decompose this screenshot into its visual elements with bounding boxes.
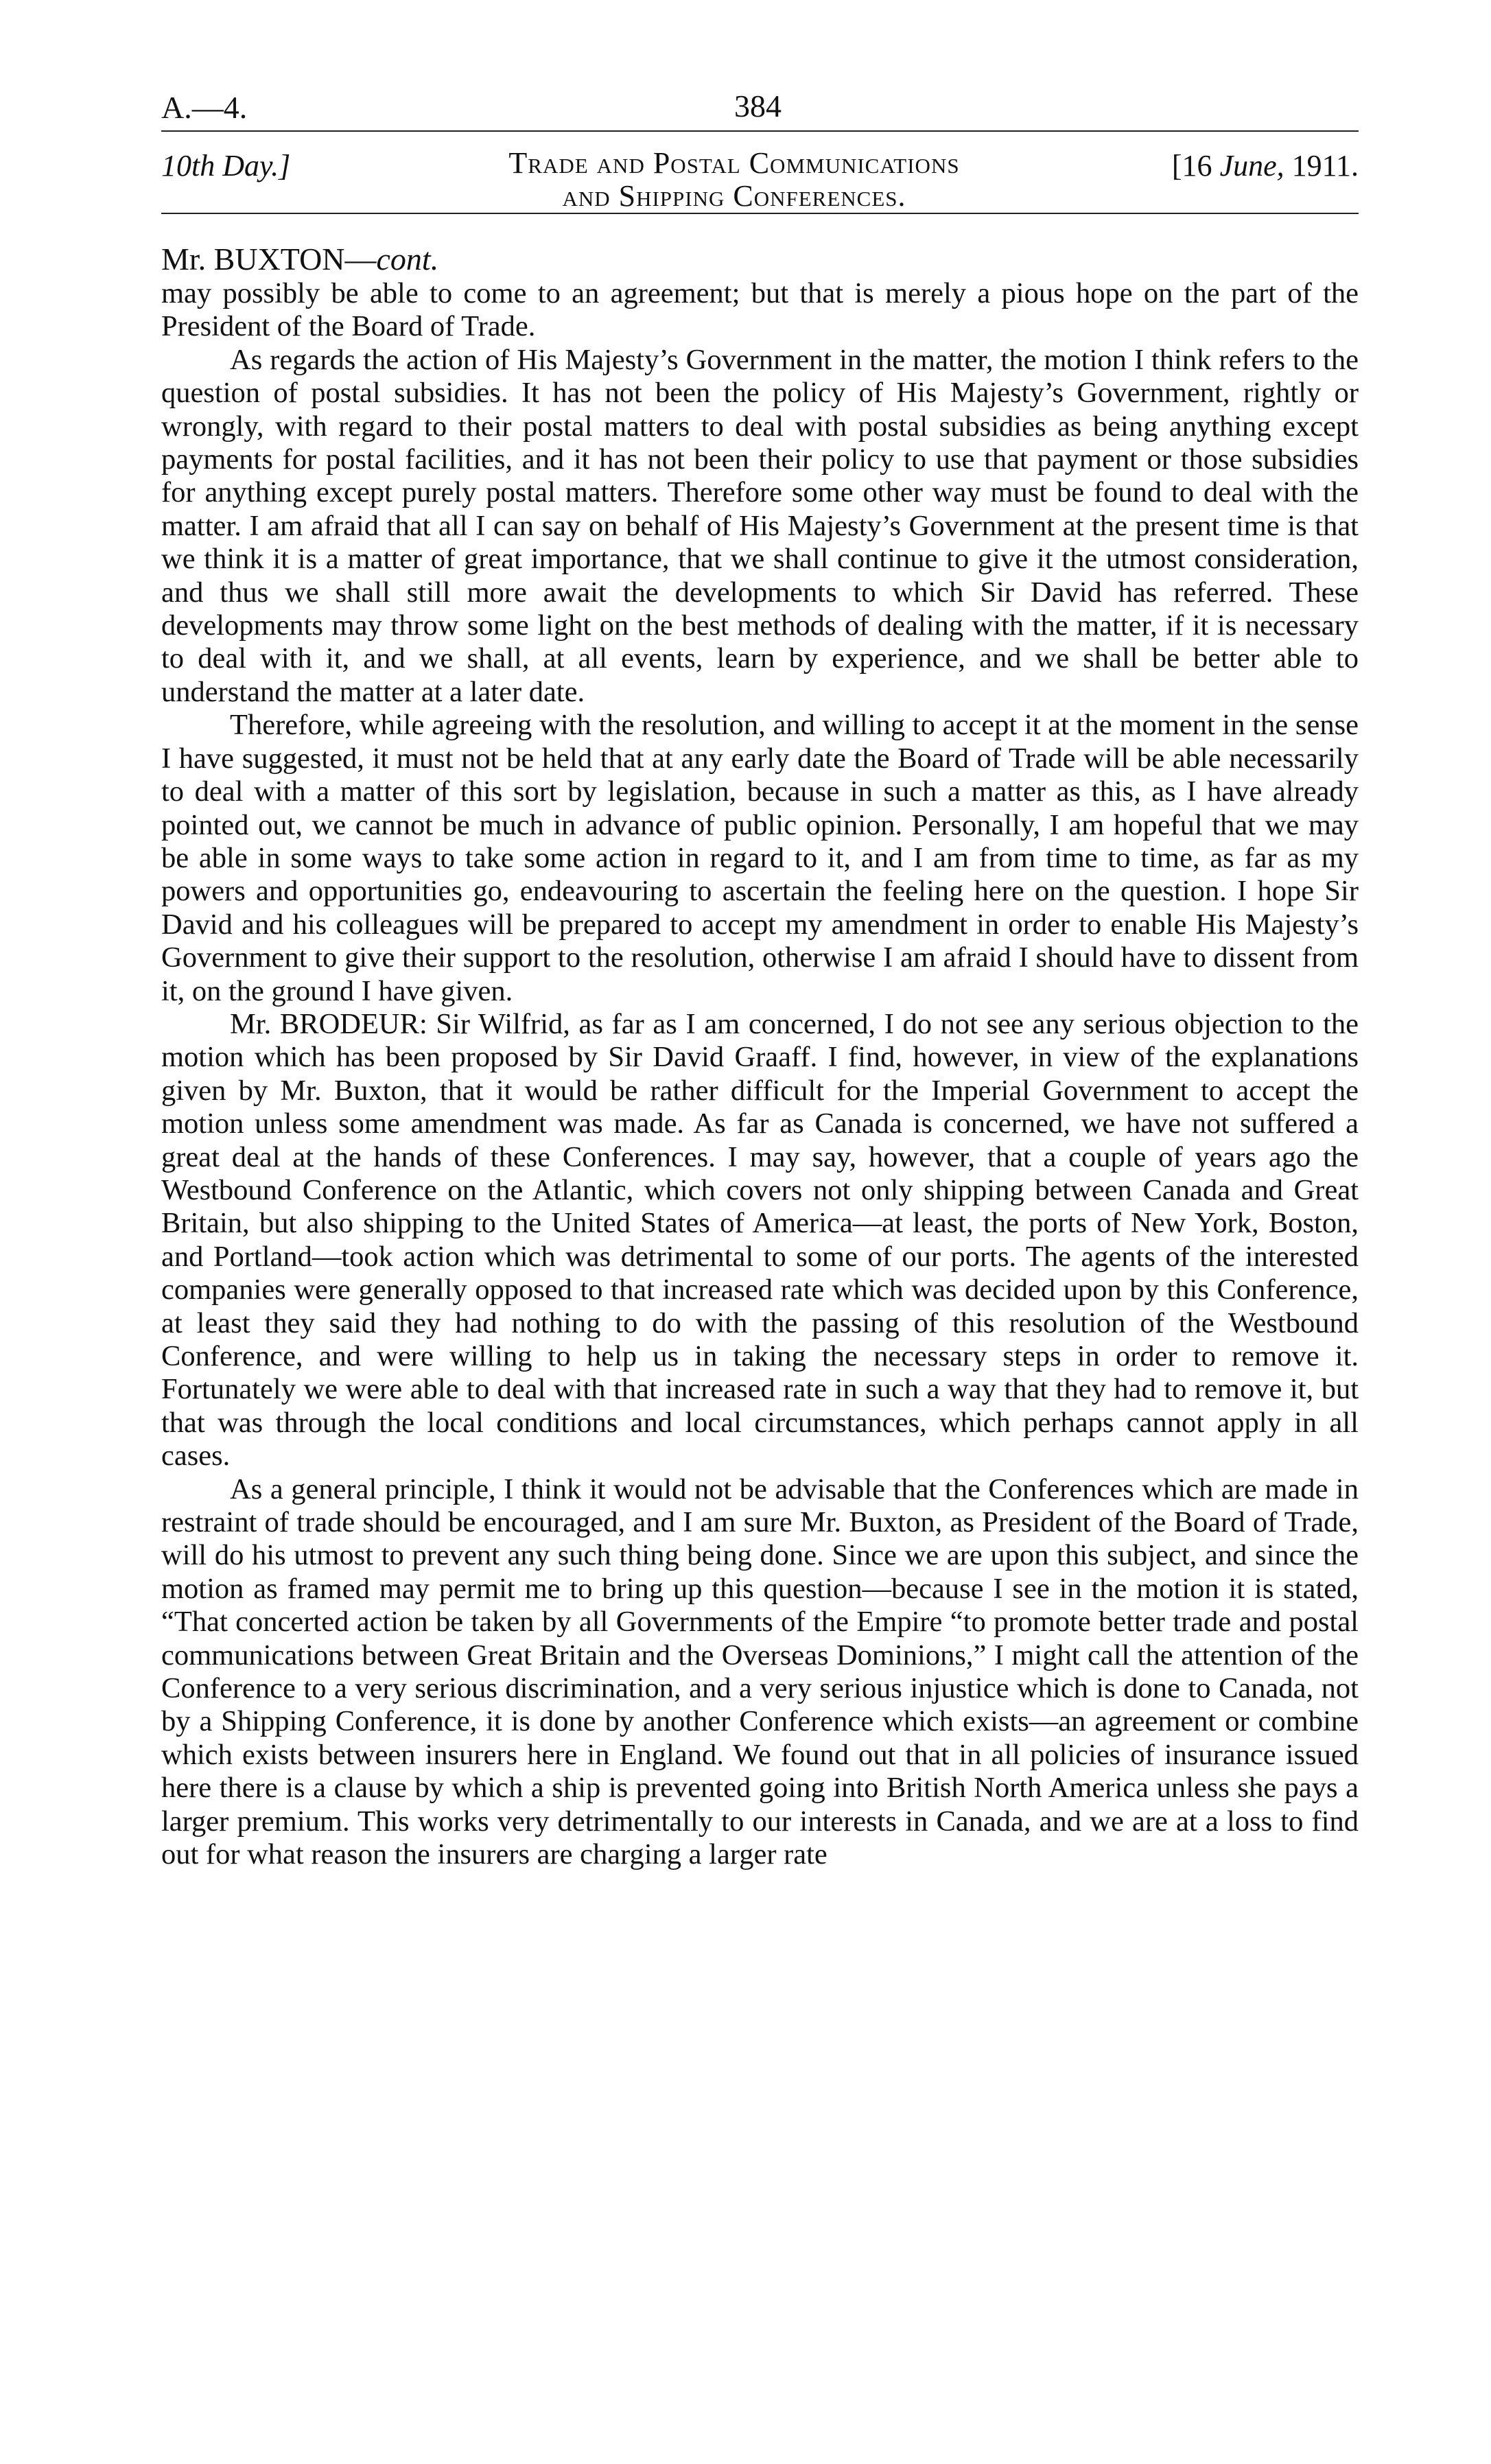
page-number: 384 (734, 89, 782, 124)
paragraph: may possibly be able to come to an agreement; but that is merely a pious hope on the part of the President of the Board of Trade. (161, 277, 1359, 343)
running-head (161, 132, 1359, 213)
speaker-name: Mr. BUXTON— (161, 242, 377, 277)
paragraph: As a general principle, I think it would not be advisable that the Conferences which are made in restraint of trade should be encouraged, and I am sure Mr. Buxton, as President of the Board of Trade, will do his utmost to prevent any such thing being done. Since we are upon this subject, and since the motion as framed may permit me to bring up this question—because I see in the motion it is stated, “That concerted action be taken by all Governments of the Empire “to promote better trade and postal communications between Great Britain and the Overseas Dominions,” I might call the attention of the Conference to a very serious discrimination, and a very serious injustice which is done to Canada, not by a Shipping Conference, it is done by another Conference which exists—an agreement or combine which exists between insurers here in England. We found out that in all policies of insurance issued here there is a clause by which a ship is prevented going into British North America unless she pays a larger premium. This works very detrimentally to our interests in Canada, and we are at a loss to find out for what reason the insurers are charging a larger rate (161, 1472, 1359, 1871)
session-date (1172, 148, 1359, 183)
continuation-marker: cont. (376, 242, 439, 277)
header-rule-bottom (161, 213, 1359, 214)
page-header (161, 82, 1359, 130)
day-label (161, 148, 290, 183)
body-text (161, 277, 1359, 1872)
running-title-line2: and Shipping Conferences. (562, 179, 906, 213)
date-prefix: [16 (1171, 149, 1212, 183)
paragraph: As regards the action of His Majesty’s Government in the matter, the motion I think refers to the question of postal subsidies. It has not been the policy of His Majesty’s Government, rightly or wrongly, with regard to their postal matters to deal with postal subsidies as being anything except payments for postal facilities, and it has not been their policy to use that payment or those subsidies for anything except purely postal matters. Therefore some other way must be found to deal with the matter. I am afraid that all I can say on behalf of His Majesty’s Government at the present time is that we think it is a matter of great importance, that we shall continue to give it the utmost consideration, and thus we shall still more await the developments to which Sir David has referred. These developments may throw some light on the best methods of dealing with the matter, if it is necessary to deal with it, and we shall, at all events, learn by experience, and we shall be better able to understand the matter at a later date. (161, 343, 1359, 708)
paragraph: Mr. BRODEUR: Sir Wilfrid, as far as I am concerned, I do not see any serious objection to the motion which has been proposed by Sir David Graaff. I find, however, in view of the explanations given by Mr. Buxton, that it would be rather difficult for the Imperial Government to accept the motion unless some amendment was made. As far as Canada is concerned, we have not suffered a great deal at the hands of these Conferences. I may say, however, that a couple of years ago the Westbound Conference on the Atlantic, which covers not only shipping between Canada and Great Britain, but also shipping to the United States of America—at least, the ports of New York, Boston, and Portland—took action which was detrimental to some of our ports. The agents of the interested companies were generally opposed to that increased rate which was decided upon by this Conference, at least they said they had nothing to do with the passing of this resolution of the Westbound Conference, and were willing to help us in taking the necessary steps in order to remove it. Fortunately we were able to deal with that increased rate in such a way that they had to remove it, but that was through the local conditions and local circumstances, which perhaps cannot apply in all cases. (161, 1007, 1359, 1472)
date-year: 1911. (1291, 149, 1359, 183)
document-page (161, 82, 1359, 1872)
running-title-line1: Trade and Postal Communications (508, 146, 960, 180)
speaker-continuation (161, 242, 1359, 277)
date-month: June, (1219, 149, 1284, 183)
paragraph: Therefore, while agreeing with the resolution, and willing to accept it at the moment in the sense I have suggested, it must not be held that at any early date the Board of Trade will be able necessarily to deal with a matter of this sort by legislation, because in such a matter as this, as I have already pointed out, we cannot be much in advance of public opinion. Personally, I am hopeful that we may be able in some ways to take some action in regard to it, and I am from time to time, as far as my powers and opportunities go, endeavouring to ascertain the feeling here on the question. I hope Sir David and his colleagues will be prepared to accept my amendment in order to enable His Majesty’s Government to give their support to the resolution, otherwise I am afraid I should have to dissent from it, on the ground I have given. (161, 709, 1359, 1007)
document-reference: A.—4. (161, 90, 248, 125)
day-suffix: Day.] (222, 149, 291, 183)
day-number: 10th (161, 149, 215, 183)
running-title (463, 147, 1005, 213)
